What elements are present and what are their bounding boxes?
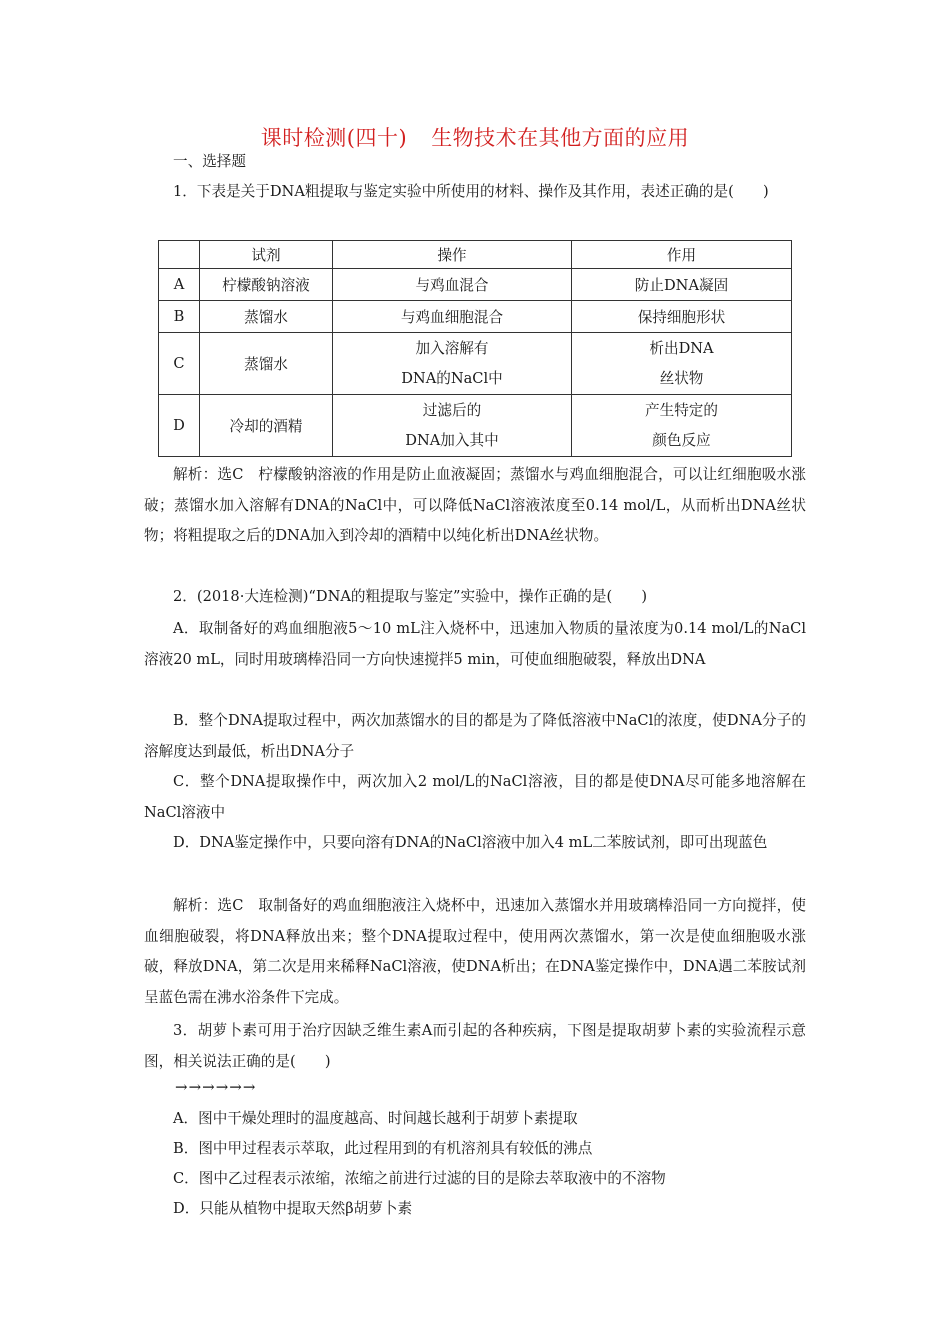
operation-cell: 与鸡血细胞混合 [333, 301, 572, 333]
title-part2: 生物技术在其他方面的应用 [431, 126, 690, 150]
table-row [159, 333, 792, 395]
table-row [159, 395, 792, 457]
q3-option-c: C．图中乙过程表示浓缩，浓缩之前进行过滤的目的是除去萃取液中的不溶物 [173, 1170, 666, 1187]
reagent-cell: 蒸馏水 [200, 333, 333, 395]
table-header-row [159, 241, 792, 269]
operation-line: 过滤后的 [422, 401, 482, 419]
q3-option-a: A．图中干燥处理时的温度越高、时间越长越利于胡萝卜素提取 [173, 1110, 578, 1127]
effect-cell: 防止DNA凝固 [572, 269, 792, 301]
q2-option-a: A．取制备好的鸡血细胞液5～10 mL注入烧杯中，迅速加入物质的量浓度为0.14 mol/L的NaCl溶液20 mL，同时用玻璃棒沿同一方向快速搅拌5 min，可使血细胞破裂，释放出DNA [144, 620, 806, 668]
table-header-cell: 试剂 [200, 241, 333, 269]
q1-stem: 1．下表是关于DNA粗提取与鉴定实验中所使用的材料、操作及其作用，表述正确的是( ) [173, 183, 769, 200]
table-row [159, 269, 792, 301]
operation-line: DNA的NaCl中 [401, 369, 503, 387]
section-heading: 一、选择题 [173, 153, 246, 170]
effect-cell [572, 333, 792, 395]
q3-stem: 3．胡萝卜素可用于治疗因缺乏维生素A而引起的各种疾病，下图是提取胡萝卜素的实验流程示意图，相关说法正确的是( ) [144, 1022, 806, 1070]
q1-analysis: 解析：选C 柠檬酸钠溶液的作用是防止血液凝固；蒸馏水与鸡血细胞混合，可以让红细胞吸水涨破；蒸馏水加入溶解有DNA的NaCl中，可以降低NaCl溶液浓度至0.14 mol/L，从而析出DNA丝状物；将粗提取之后的DNA加入到冷却的酒精中以纯化析出DNA丝状物。 [144, 466, 806, 544]
table-header-cell [159, 241, 200, 269]
q2-stem: 2．(2018·大连检测)“DNA的粗提取与鉴定”实验中，操作正确的是( ) [173, 588, 648, 605]
effect-cell [572, 395, 792, 457]
table-header-cell: 操作 [333, 241, 572, 269]
operation-line: 加入溶解有 [415, 339, 489, 357]
operation-cell [333, 333, 572, 395]
table-header-cell: 作用 [572, 241, 792, 269]
flow-arrows: →→→→→→ [175, 1078, 257, 1096]
operation-cell: 与鸡血混合 [333, 269, 572, 301]
effect-line: 产生特定的 [645, 401, 718, 419]
effect-line: 丝状物 [659, 369, 704, 387]
q3-option-b: B．图中甲过程表示萃取，此过程用到的有机溶剂具有较低的沸点 [173, 1140, 593, 1157]
reagent-cell: 冷却的酒精 [200, 395, 333, 457]
operation-line: DNA加入其中 [405, 431, 499, 449]
table-row [159, 301, 792, 333]
q2-option-d: D．DNA鉴定操作中，只要向溶有DNA的NaCl溶液中加入4 mL二苯胺试剂，即可出现蓝色 [173, 834, 768, 851]
q2-option-b: B．整个DNA提取过程中，两次加蒸馏水的目的都是为了降低溶液中NaCl的浓度，使DNA分子的溶解度达到最低，析出DNA分子 [144, 712, 806, 760]
row-label: A [159, 269, 200, 301]
title-part1: 课时检测(四十) [260, 126, 408, 150]
q3-option-d: D．只能从植物中提取天然β胡萝卜素 [173, 1200, 413, 1217]
effect-line: 颜色反应 [652, 431, 711, 449]
reagent-cell: 蒸馏水 [200, 301, 333, 333]
operation-cell [333, 395, 572, 457]
q2-analysis: 解析：选C 取制备好的鸡血细胞液注入烧杯中，迅速加入蒸馏水并用玻璃棒沿同一方向搅拌，使血细胞破裂，将DNA释放出来；整个DNA提取过程中，使用两次蒸馏水，第一次是使血细胞吸水涨破，释放DNA，第二次是用来稀释NaCl溶液，使DNA析出；在DNA鉴定操作中，DNA遇二苯胺试剂呈蓝色需在沸水浴条件下完成。 [144, 897, 806, 1006]
row-label: B [159, 301, 200, 333]
effect-line: 析出DNA [649, 339, 714, 357]
row-label: C [159, 333, 200, 395]
effect-cell: 保持细胞形状 [572, 301, 792, 333]
row-label: D [159, 395, 200, 457]
q1-table [158, 240, 792, 457]
q2-option-c: C．整个DNA提取操作中，两次加入2 mol/L的NaCl溶液，目的都是使DNA尽可能多地溶解在NaCl溶液中 [144, 773, 806, 821]
reagent-cell: 柠檬酸钠溶液 [200, 269, 333, 301]
